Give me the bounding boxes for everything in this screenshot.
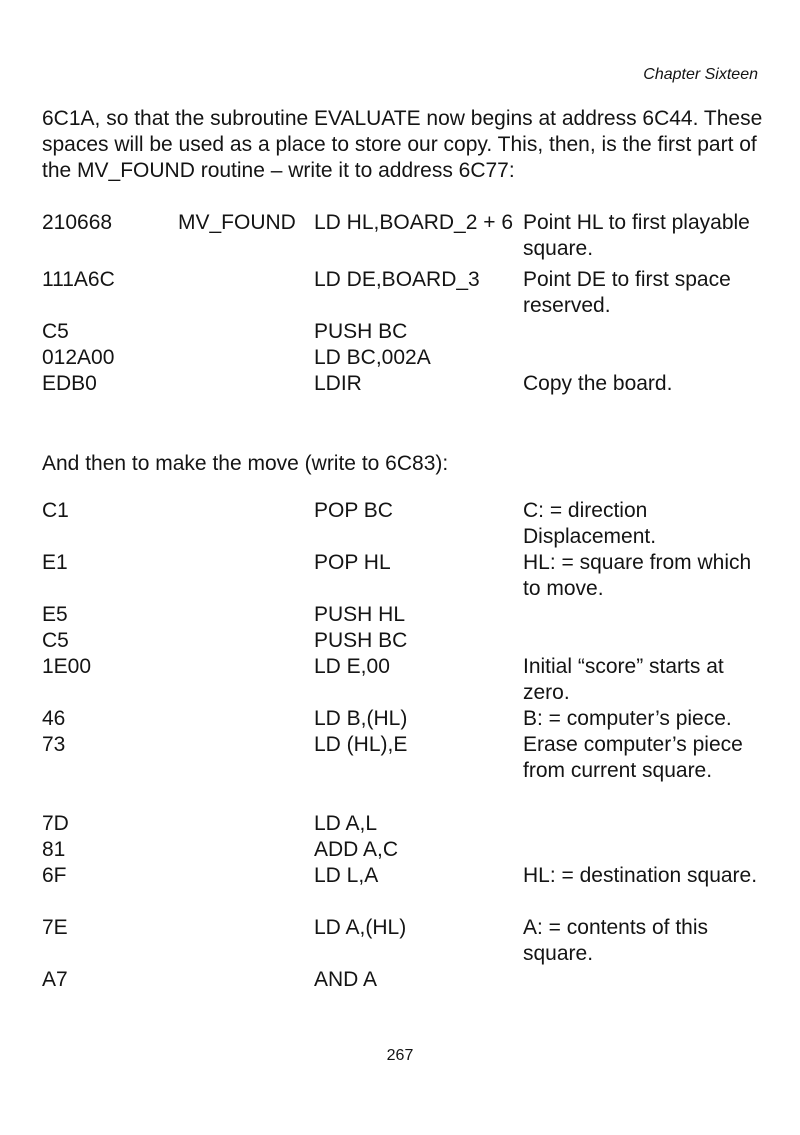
code-row: [42, 602, 758, 628]
code-row: [42, 837, 758, 863]
code-listing-2: [42, 498, 758, 993]
hex-cell: EDB0: [42, 372, 97, 395]
instruction-cell: LD L,A: [314, 864, 379, 887]
code-row: [42, 732, 758, 811]
instruction-cell: AND A: [314, 968, 378, 991]
code-row: [42, 210, 758, 267]
instruction-cell: ADD A,C: [314, 838, 399, 861]
code-row: [42, 915, 758, 967]
hex-cell: A7: [42, 968, 68, 991]
comment-cell: Point HL to first playable square.: [523, 211, 750, 260]
hex-cell: 111A6C: [42, 268, 115, 291]
transition-paragraph: And then to make the move (write to 6C83):: [42, 452, 449, 475]
hex-cell: 81: [42, 838, 66, 861]
instruction-cell: LD A,L: [314, 812, 378, 835]
hex-cell: C5: [42, 629, 69, 652]
instruction-cell: LD BC,002A: [314, 346, 431, 369]
comment-cell: Erase computer’s piece from current square.: [523, 733, 743, 782]
comment-cell: Initial “score” starts at zero.: [523, 655, 724, 704]
code-row: [42, 267, 758, 319]
instruction-cell: PUSH BC: [314, 320, 408, 343]
chapter-header: Chapter Sixteen: [643, 66, 758, 83]
hex-cell: C1: [42, 499, 69, 522]
label-cell: MV_FOUND: [178, 211, 296, 234]
code-row: [42, 371, 758, 397]
code-row: [42, 967, 758, 993]
comment-cell: Copy the board.: [523, 372, 673, 395]
comment-cell: C: = direction Displacement.: [523, 499, 657, 548]
instruction-cell: LD (HL),E: [314, 733, 408, 756]
hex-cell: 73: [42, 733, 66, 756]
instruction-cell: POP HL: [314, 551, 391, 574]
comment-cell: HL: = destination square.: [523, 864, 758, 887]
instruction-cell: LD DE,BOARD_3: [314, 268, 480, 291]
hex-cell: 46: [42, 707, 66, 730]
hex-cell: E1: [42, 551, 68, 574]
hex-cell: 7D: [42, 812, 69, 835]
code-row: [42, 345, 758, 371]
instruction-cell: LD A,(HL): [314, 916, 407, 939]
instruction-cell: LD B,(HL): [314, 707, 408, 730]
comment-cell: HL: = square from which to move.: [523, 551, 752, 600]
instruction-cell: POP BC: [314, 499, 393, 522]
code-row: [42, 706, 758, 732]
code-row: [42, 319, 758, 345]
hex-cell: C5: [42, 320, 69, 343]
code-row: [42, 550, 758, 602]
hex-cell: E5: [42, 603, 68, 626]
hex-cell: 210668: [42, 211, 113, 234]
hex-cell: 7E: [42, 916, 68, 939]
instruction-cell: LD HL,BOARD_2 + 6: [314, 211, 514, 234]
code-row: [42, 628, 758, 654]
code-row: [42, 654, 758, 706]
comment-cell: A: = contents of this square.: [523, 916, 709, 965]
hex-cell: 012A00: [42, 346, 115, 369]
code-row: [42, 811, 758, 837]
page-number: 267: [386, 1047, 414, 1064]
instruction-cell: PUSH HL: [314, 603, 406, 626]
instruction-cell: LD E,00: [314, 655, 390, 678]
instruction-cell: PUSH BC: [314, 629, 408, 652]
intro-paragraph: 6C1A, so that the subroutine EVALUATE now begins at address 6C44. These spaces will be used as a place to store our copy. This, then, is the first part of the MV_FOUND routine – write it to address 6C77:: [42, 107, 763, 182]
hex-cell: 1E00: [42, 655, 92, 678]
comment-cell: B: = computer’s piece.: [523, 707, 732, 730]
code-row: [42, 498, 758, 550]
hex-cell: 6F: [42, 864, 67, 887]
code-listing-1: [42, 210, 758, 397]
instruction-cell: LDIR: [314, 372, 362, 395]
comment-cell: Point DE to first space reserved.: [523, 268, 731, 317]
code-row: [42, 863, 758, 915]
